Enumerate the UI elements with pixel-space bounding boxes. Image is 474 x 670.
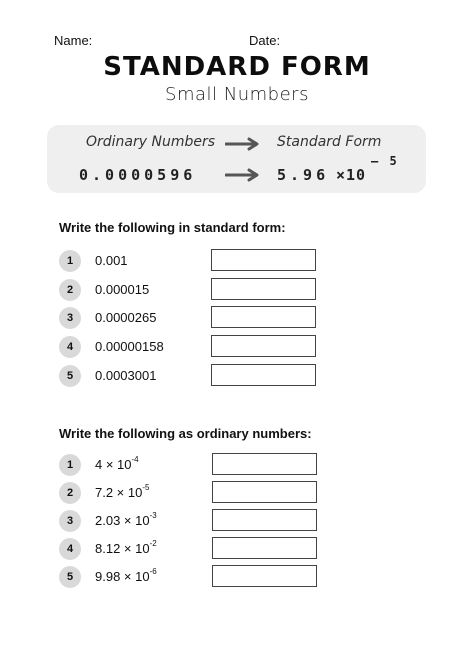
- question-number: 5: [59, 566, 81, 588]
- question-text: 0.00000158: [95, 339, 164, 354]
- answer-box[interactable]: [211, 278, 316, 300]
- question-number: 1: [59, 250, 81, 272]
- ordinary-example-value: 0.0000596: [79, 166, 197, 184]
- question-text: $7.2 \times 10^{-5}$: [95, 483, 150, 500]
- worksheet-title: STANDARD FORM: [103, 52, 371, 82]
- question-number: 3: [59, 307, 81, 329]
- answer-box[interactable]: [211, 335, 316, 357]
- right-arrow-icon: [225, 137, 261, 151]
- answer-box[interactable]: [211, 306, 316, 328]
- ordinary-heading: Ordinary Numbers: [86, 134, 216, 150]
- answer-box[interactable]: [212, 565, 317, 587]
- answer-box[interactable]: [212, 453, 317, 475]
- question-text: $4 \times 10^{-4}$: [95, 455, 139, 472]
- question-text: 0.0003001: [95, 368, 157, 383]
- answer-box[interactable]: [211, 364, 316, 386]
- question-text: $2.03 \times 10^{-3}$: [95, 511, 157, 528]
- standard-example-exponent: – 5: [371, 154, 399, 168]
- question-text: 0.001: [95, 253, 128, 268]
- standard-example-times: ×10: [336, 166, 367, 184]
- worksheet-subtitle: Small Numbers: [165, 84, 309, 105]
- question-number: 5: [59, 365, 81, 387]
- question-text: $8.12 \times 10^{-2}$: [95, 539, 157, 556]
- date-label: Date:: [249, 33, 281, 48]
- question-text: $9.98 \times 10^{-6}$: [95, 567, 157, 584]
- section2-title: Write the following as ordinary numbers:: [59, 426, 312, 441]
- question-number: 3: [59, 510, 81, 532]
- question-text: 0.0000265: [95, 310, 157, 325]
- question-number: 4: [59, 538, 81, 560]
- question-number: 2: [59, 279, 81, 301]
- answer-box[interactable]: [212, 537, 317, 559]
- section1-title: Write the following in standard form:: [59, 220, 286, 235]
- question-number: 2: [59, 482, 81, 504]
- answer-box[interactable]: [211, 249, 316, 271]
- right-arrow-icon: [225, 168, 261, 182]
- answer-box[interactable]: [212, 509, 317, 531]
- name-label: Name:: [54, 33, 93, 48]
- standard-example-mantissa: 5.96: [277, 166, 330, 184]
- question-number: 4: [59, 336, 81, 358]
- standard-heading: Standard Form: [277, 134, 382, 150]
- question-text: 0.000015: [95, 282, 150, 297]
- answer-box[interactable]: [212, 481, 317, 503]
- question-number: 1: [59, 454, 81, 476]
